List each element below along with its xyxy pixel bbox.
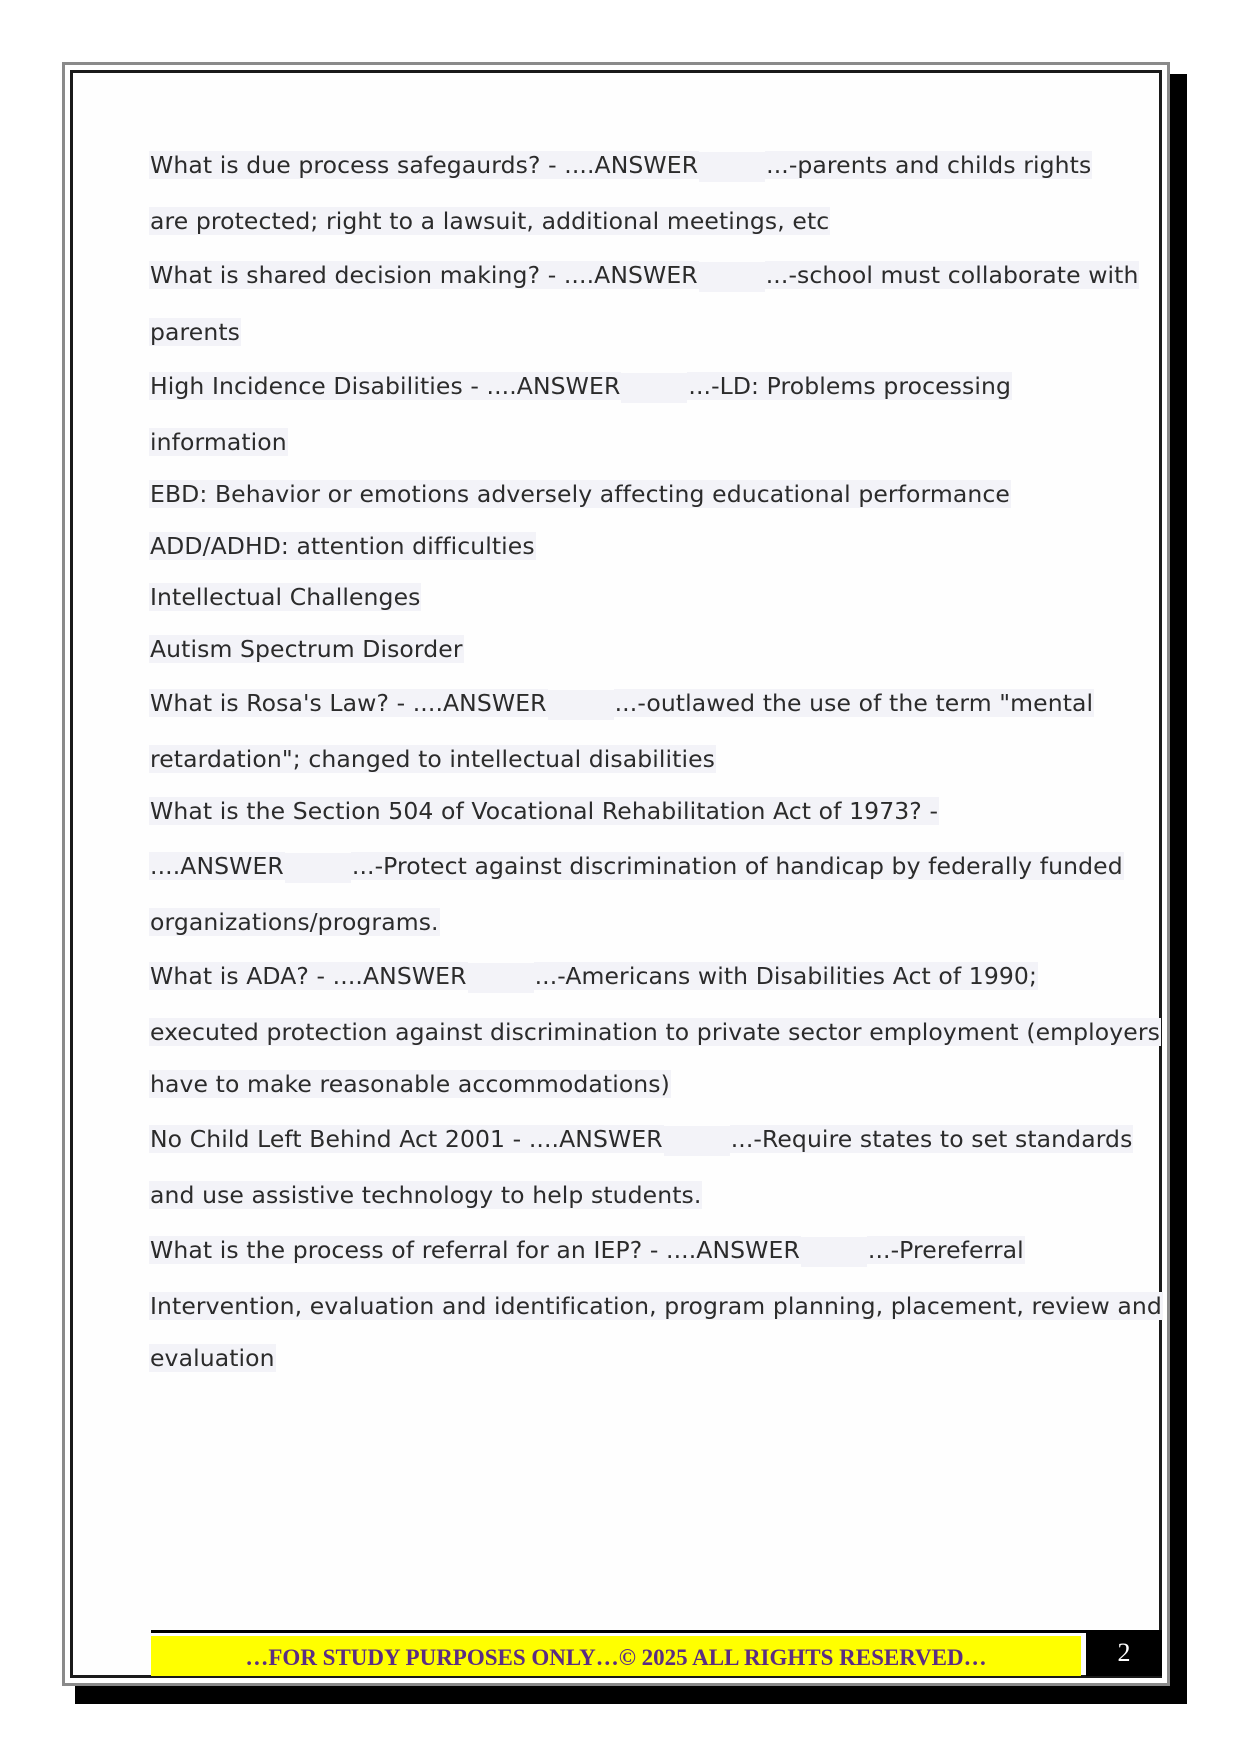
answer-text: ...-school must collaborate with	[765, 261, 1139, 289]
answer-text: EBD: Behavior or emotions adversely affecting educational performance	[150, 480, 1010, 508]
answer-text: ADD/ADHD: attention difficulties	[150, 532, 535, 560]
question-text: No Child Left Behind Act 2001 - ....ANSWER	[150, 1125, 663, 1153]
question-text: What is the process of referral for an IEP? - ....ANSWER	[150, 1236, 800, 1264]
text-line	[149, 905, 440, 939]
question-text: ....ANSWER	[150, 852, 284, 880]
answer-text: Intervention, evaluation and identification, program planning, placement, review and	[150, 1292, 1162, 1320]
answer-text: and use assistive technology to help students.	[150, 1181, 702, 1209]
answer-text: ...-parents and childs rights	[766, 151, 1092, 179]
answer-text: ...-Protect against discrimination of handicap by federally funded	[351, 852, 1123, 880]
answer-text: ...-Require states to set standards	[730, 1125, 1133, 1153]
text-line	[149, 1015, 1161, 1049]
answer-gap	[621, 373, 687, 403]
answer-text: are protected; right to a lawsuit, additional meetings, etc	[150, 207, 830, 235]
answer-text: parents	[150, 318, 240, 346]
answer-gap	[699, 262, 765, 292]
text-line	[149, 148, 1092, 182]
text-line	[149, 369, 1012, 403]
text-line	[149, 959, 1038, 993]
answer-gap	[548, 690, 614, 720]
answer-text: have to make reasonable accommodations)	[150, 1070, 670, 1098]
answer-text: ...-Americans with Disabilities Act of 1990;	[534, 962, 1038, 990]
text-line	[149, 258, 1139, 292]
question-text: What is due process safegaurds? - ....ANSWER	[150, 151, 699, 179]
footer-banner: …FOR STUDY PURPOSES ONLY…© 2025 ALL RIGHTS RESERVED…	[151, 1636, 1081, 1676]
text-line	[149, 477, 1011, 511]
text-line	[149, 580, 421, 614]
footer-rule	[151, 1630, 1087, 1633]
answer-text: retardation"; changed to intellectual disabilities	[150, 745, 716, 773]
text-line	[149, 1122, 1133, 1156]
page-number: 2	[1086, 1630, 1162, 1676]
text-line	[149, 742, 716, 776]
text-line	[149, 425, 288, 459]
answer-gap	[664, 1126, 730, 1156]
text-line	[149, 1289, 1163, 1323]
text-line	[149, 1067, 671, 1101]
text-line	[149, 794, 939, 828]
answer-text: Intellectual Challenges	[150, 583, 421, 611]
text-line	[149, 849, 1124, 883]
answer-text: evaluation	[150, 1344, 275, 1372]
answer-gap	[285, 853, 351, 883]
text-line	[149, 1233, 1025, 1267]
answer-text: ...-LD: Problems processing	[688, 372, 1011, 400]
answer-text: Autism Spectrum Disorder	[150, 635, 463, 663]
answer-text: executed protection against discrimination to private sector employment (employers	[150, 1018, 1160, 1046]
text-line	[149, 632, 464, 666]
answer-gap	[801, 1237, 867, 1267]
text-line	[149, 315, 241, 349]
answer-text: ...-outlawed the use of the term "mental	[614, 689, 1094, 717]
question-text: What is the Section 504 of Vocational Rehabilitation Act of 1973? -	[150, 797, 939, 825]
answer-gap	[699, 152, 765, 182]
text-line	[149, 1341, 276, 1375]
text-line	[149, 204, 830, 238]
question-text: What is Rosa's Law? - ....ANSWER	[150, 689, 547, 717]
answer-text: organizations/programs.	[150, 908, 439, 936]
question-text: What is ADA? - ....ANSWER	[150, 962, 467, 990]
text-line	[149, 686, 1094, 720]
question-text: High Incidence Disabilities - ....ANSWER	[150, 372, 621, 400]
text-line	[149, 529, 536, 563]
answer-text: ...-Prereferral	[867, 1236, 1024, 1264]
answer-text: information	[150, 428, 287, 456]
answer-gap	[468, 963, 534, 993]
question-text: What is shared decision making? - ....ANSWER	[150, 261, 698, 289]
text-line	[149, 1178, 702, 1212]
